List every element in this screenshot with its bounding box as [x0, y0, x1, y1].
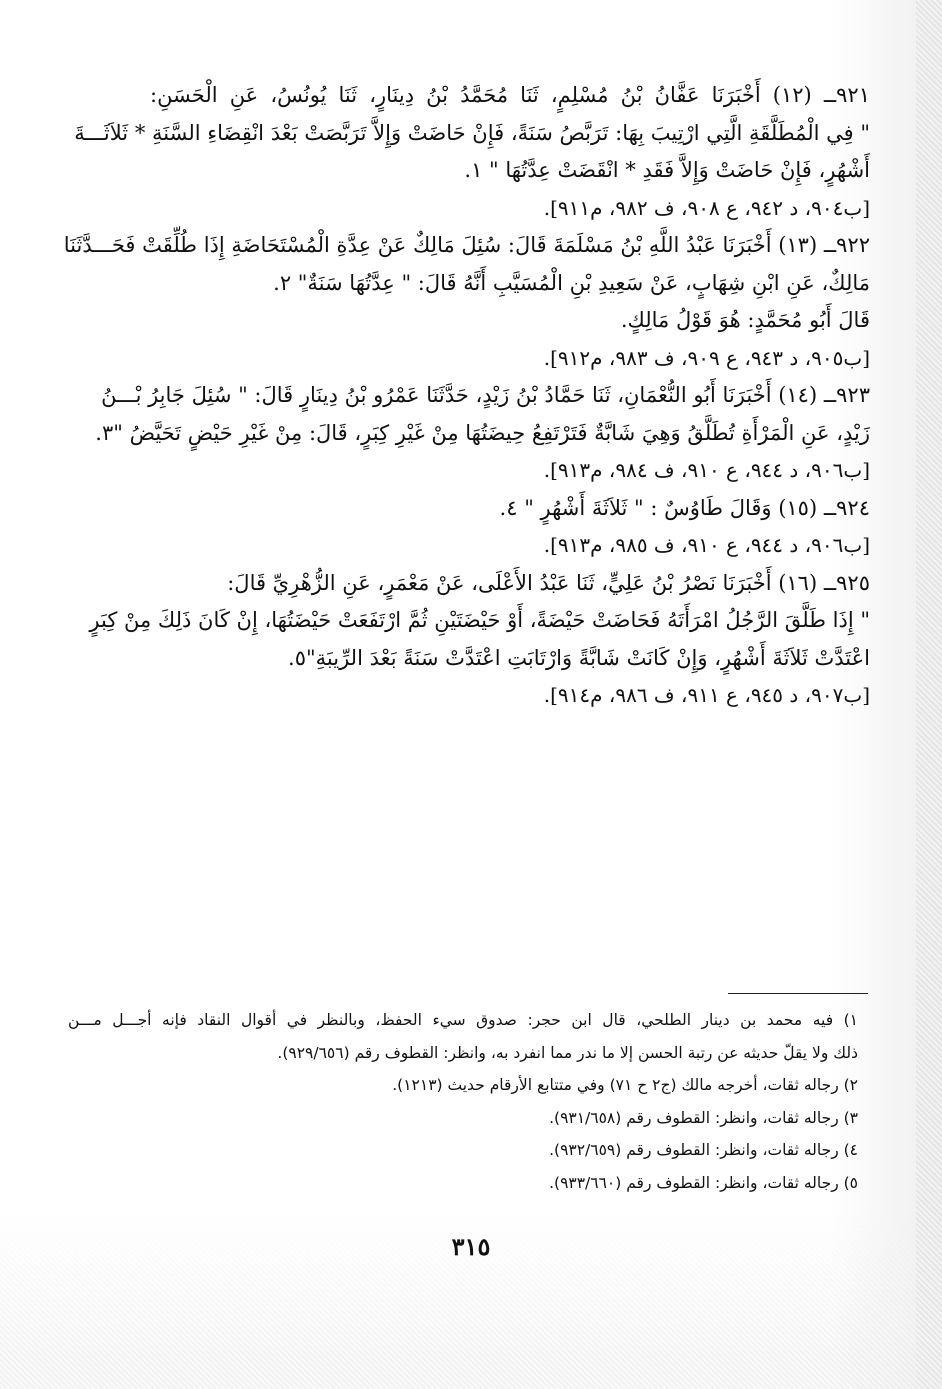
hadith-922-line-3: قَالَ أَبُو مُحَمَّدٍ: هُوَ قَوْلُ مَالِكٍ.: [620, 308, 870, 332]
hadith-923-line-1: ٩٢٣ــ (١٤) أَخْبَرَنَا أَبُو النُّعْمَانِ، ثَنَا حَمَّادُ بْنُ زَيْدٍ، حَدَّثَنَا عَمْرُو بْنُ دِينَارٍ قَالَ: " سُئِلَ جَابِرُ بْـــنُ: [101, 383, 870, 407]
hadith-922-line-1: ٩٢٢ــ (١٣) أَخْبَرَنَا عَبْدُ اللَّهِ بْنُ مَسْلَمَةَ قَالَ: سُئِلَ مَالِكٌ عَنْ عِدَّةِ الْمُسْتَحَاضَةِ إِذَا طُلِّقَتْ فَحَـــدَّثَنَا: [63, 233, 870, 257]
hadith-924-reference: [ب٩٠٦، د ٩٤٤، ع ٩١٠، ف ٩٨٥، م٩١٣].: [543, 533, 870, 557]
hadith-922-reference: [ب٩٠٥، د ٩٤٣، ع ٩٠٩، ف ٩٨٣، م٩١٢].: [543, 345, 870, 370]
hadith-text: [63, 82, 870, 720]
footnote-4: ٤) رجاله ثقات، وانظر: القطوف رقم (٩٣٢/٦٥٩).: [549, 1141, 858, 1159]
hadith-923-line-2: زَيْدٍ، عَنِ الْمَرْأَةِ تُطَلَّقُ وَهِيَ شَابَّةٌ فَتَرْتَفِعُ حِيضَتُهَا مِنْ غَيْرِ كِبَرٍ، قَالَ: مِنْ غَيْرِ حَيْضٍ تَحَيَّضُ "٣.: [95, 420, 870, 445]
footnote-3: ٣) رجاله ثقات، وانظر: القطوف رقم (٩٣١/٦٥٨).: [549, 1108, 858, 1127]
hadith-921-line-2: " فِي الْمُطَلَّقَةِ الَّتِي ارْتِيبَ بِهَا: تَرَبَّصُ سَنَةً، فَإِنْ حَاضَتْ وَإِلاَّ تَرَبَّصَتْ بَعْدَ انْقِضَاءِ السَّنَةِ * ثَلاَثَـــةَ: [74, 120, 870, 145]
hadith-922-line-2: مَالِكٌ، عَنِ ابْنِ شِهَابٍ، عَنْ سَعِيدِ بْنِ الْمُسَيَّبِ أَنَّهُ قَالَ: " عِدَّتُهَا سَنَةٌ" ٢.: [273, 270, 870, 295]
footnotes: [68, 1008, 858, 1203]
hadith-925-line-1: ٩٢٥ــ (١٦) أَخْبَرَنَا نَصْرُ بْنُ عَلِيٍّ، ثَنَا عَبْدُ الأَعْلَى، عَنْ مَعْمَرٍ، عَنِ الزُّهْرِيِّ قَالَ:: [227, 570, 870, 595]
footnote-1-line-1: ١) فيه محمد بن دينار الطلحي، قال ابن حجر: صدوق سيء الحفظ، وبالنظر في أقوال النقاد فإنه أجـــل مـــن: [68, 1011, 858, 1029]
page-number: ٣١٥: [451, 1232, 491, 1261]
hadith-923-reference: [ب٩٠٦، د ٩٤٤، ع ٩١٠، ف ٩٨٤، م٩١٣].: [543, 458, 870, 482]
page-edge-shadow: [916, 0, 942, 1389]
hadith-921-line-3: أَشْهُرٍ، فَإِنْ حَاضَتْ وَإِلاَّ فَقَدِ * انْقَضَتْ عِدَّتُهَا " ١.: [464, 158, 870, 182]
hadith-924-line-1: ٩٢٤ــ (١٥) وَقَالَ طَاوُسٌ : " ثَلاَثَةَ أَشْهُرٍ " ٤.: [499, 495, 870, 520]
footnote-5: ٥) رجاله ثقات، وانظر: القطوف رقم (٩٣٣/٦٦٠).: [549, 1173, 858, 1192]
hadith-921-line-1: ٩٢١ــ (١٢) أَخْبَرَنَا عَفَّانُ بْنُ مُسْلِمٍ، ثَنَا مُحَمَّدُ بْنُ دِينَارٍ، ثَنَا يُونُسُ، عَنِ الْحَسَنِ:: [150, 83, 870, 107]
footnote-1-line-2: ذلك ولا يقلّ حديثه عن رتبة الحسن إلا ما ندر مما انفرد به، وانظر: القطوف رقم (٩٢٩/٦٥٦).: [277, 1043, 858, 1062]
hadith-925-line-3: اعْتَدَّتْ ثَلاَثَةَ أَشْهُرٍ، وَإِنْ كَانَتْ شَابَّةً وَارْتَابَتِ اعْتَدَّتْ سَنَةً بَعْدَ الرِّيبَةِ"٥.: [288, 645, 870, 670]
footnote-2: ٢) رجاله ثقات، أخرجه مالك (ج٢ ح ٧١) وفي متتابع الأرقام حديث (١٢١٣).: [392, 1076, 858, 1094]
hadith-921-reference: [ب٩٠٤، د ٩٤٢، ع ٩٠٨، ف ٩٨٢، م٩١١].: [543, 195, 870, 220]
hadith-925-reference: [ب٩٠٧، د ٩٤٥، ع ٩١١، ف ٩٨٦، م٩١٤].: [543, 683, 870, 707]
footnote-divider: [728, 993, 868, 994]
hadith-925-line-2: " إِذَا طَلَّقَ الرَّجُلُ امْرَأَتَهُ فَحَاضَتْ حَيْضَةً، أَوْ حَيْضَتَيْنِ ثُمَّ ارْتَفَعَتْ حَيْضَتُهَا، إِنْ كَانَ ذَلِكَ مِنْ كِبَرٍ: [89, 608, 870, 632]
